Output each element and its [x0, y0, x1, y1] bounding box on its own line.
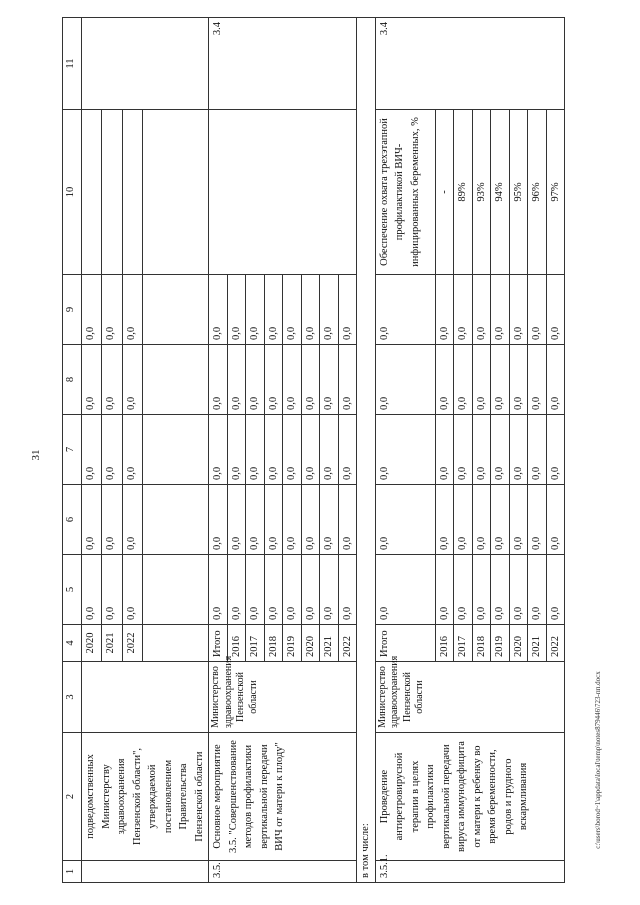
cell-year: 2016 — [435, 625, 454, 662]
cell-value: 0,0 — [82, 345, 102, 415]
cell-value: 0,0 — [227, 485, 246, 555]
cell-value: 0,0 — [301, 345, 320, 415]
cell-executor: Министерство здравоохранения Пензенской области — [375, 662, 565, 733]
cell-value: 0,0 — [375, 345, 435, 415]
cell-value: 0,0 — [283, 415, 302, 485]
cell-spacer — [143, 415, 209, 485]
cell-value: 0,0 — [82, 485, 102, 555]
cell-value: 0,0 — [102, 275, 122, 345]
table-row — [209, 18, 228, 883]
cell-value: 0,0 — [209, 485, 228, 555]
cell-value: 0,0 — [435, 345, 454, 415]
cell-year: 2016 — [227, 625, 246, 662]
cell-spacer — [143, 625, 209, 662]
cell-year: 2022 — [546, 625, 565, 662]
cell-num — [82, 861, 209, 883]
cell-spacer — [143, 485, 209, 555]
cell-value: 0,0 — [491, 485, 510, 555]
cell-value: 0,0 — [102, 345, 122, 415]
cell-value: 0,0 — [264, 485, 283, 555]
rotated-table-wrapper — [62, 18, 561, 883]
cell-value: 0,0 — [82, 415, 102, 485]
cell-value: 0,0 — [454, 485, 473, 555]
cell-value: 0,0 — [338, 415, 357, 485]
cell-value: 0,0 — [122, 275, 142, 345]
cell-value: 0,0 — [283, 555, 302, 625]
cell-value: 0,0 — [491, 345, 510, 415]
cell-year: 2022 — [122, 625, 142, 662]
cell-value: 0,0 — [246, 555, 265, 625]
cell-value: 0,0 — [454, 415, 473, 485]
cell-spacer — [143, 110, 209, 275]
cell-value: 0,0 — [122, 555, 142, 625]
cell-value: 0,0 — [454, 275, 473, 345]
cell-percent: 97% — [546, 110, 565, 275]
cell-value: 0,0 — [338, 275, 357, 345]
cell-value: 0,0 — [546, 485, 565, 555]
cell-year-total: Итого — [209, 625, 228, 662]
cell-value: 0,0 — [246, 345, 265, 415]
cell-year: 2017 — [454, 625, 473, 662]
cell-value: 0,0 — [546, 275, 565, 345]
cell-value: 0,0 — [472, 485, 491, 555]
cell-year: 2018 — [264, 625, 283, 662]
cell-value: 0,0 — [264, 555, 283, 625]
header-cell: 8 — [63, 345, 82, 415]
cell-year: 2022 — [338, 625, 357, 662]
cell-value: 0,0 — [491, 555, 510, 625]
cell-year: 2020 — [301, 625, 320, 662]
cell-value: 0,0 — [546, 345, 565, 415]
cell-value: 0,0 — [509, 415, 528, 485]
cell-value: 0,0 — [528, 275, 547, 345]
cell-indicator — [122, 110, 142, 275]
cell-value: 0,0 — [209, 275, 228, 345]
cell-value: 0,0 — [435, 415, 454, 485]
cell-percent: 89% — [454, 110, 473, 275]
cell-value: 0,0 — [122, 345, 142, 415]
cell-indicator: Обеспечение охвата трехэтапной профилактикой ВИЧ-инфицированных беременных, % — [375, 110, 435, 275]
cell-value: 0,0 — [375, 555, 435, 625]
cell-value: 0,0 — [82, 555, 102, 625]
cell-value: 0,0 — [509, 555, 528, 625]
cell-value: 0,0 — [509, 485, 528, 555]
cell-description: Основное мероприятие 3.5. "Совершенствование методов профилактики вертикальной передачи ВИЧ от матери к плоду" — [209, 733, 357, 861]
cell-value: 0,0 — [102, 485, 122, 555]
cell-indicator — [82, 110, 102, 275]
cell-value: 0,0 — [227, 555, 246, 625]
page-number: 31 — [30, 449, 42, 461]
header-cell: 4 — [63, 625, 82, 662]
cell-value: 0,0 — [509, 275, 528, 345]
cell-percent: 95% — [509, 110, 528, 275]
cell-value: 0,0 — [546, 555, 565, 625]
cell-value: 0,0 — [264, 275, 283, 345]
cell-percent: 94% — [491, 110, 510, 275]
table-row — [357, 18, 376, 883]
cell-value: 0,0 — [472, 275, 491, 345]
cell-value: 0,0 — [435, 275, 454, 345]
cell-value: 0,0 — [546, 415, 565, 485]
cell-year: 2017 — [246, 625, 265, 662]
header-cell: 5 — [63, 555, 82, 625]
cell-percent: 93% — [472, 110, 491, 275]
cell-value: 0,0 — [472, 415, 491, 485]
cell-value: 0,0 — [283, 345, 302, 415]
cell-value: 0,0 — [264, 345, 283, 415]
table-row — [82, 18, 102, 883]
cell-description: подведомственных Министерству здравоохранения Пензенской области", утверждаемой постановлением Правительства Пензенской области — [82, 733, 209, 861]
cell-value: 0,0 — [264, 415, 283, 485]
cell-value: 0,0 — [528, 555, 547, 625]
cell-value: 0,0 — [227, 275, 246, 345]
cell-description: Проведение антиретровирусной терапии в целях профилактики вертикальной передачи вируса иммунодефицита от матери к ребенку во время беременности, родов и грудного вскармливания — [375, 733, 565, 861]
cell-indicator — [102, 110, 122, 275]
cell-value: 0,0 — [454, 555, 473, 625]
header-cell: 3 — [63, 662, 82, 733]
cell-value: 0,0 — [454, 345, 473, 415]
cell-value: 0,0 — [338, 555, 357, 625]
program-table — [62, 17, 565, 883]
cell-value: 0,0 — [246, 485, 265, 555]
table-body — [63, 18, 565, 883]
cell-value: 0,0 — [320, 345, 339, 415]
cell-year: 2020 — [509, 625, 528, 662]
cell-value: 0,0 — [528, 345, 547, 415]
cell-value: 0,0 — [375, 485, 435, 555]
cell-value: 0,0 — [435, 555, 454, 625]
header-row — [63, 18, 82, 883]
cell-value: 0,0 — [122, 485, 142, 555]
cell-target — [82, 18, 209, 110]
cell-value: 0,0 — [283, 485, 302, 555]
cell-value: 0,0 — [227, 345, 246, 415]
cell-value: 0,0 — [528, 415, 547, 485]
cell-spacer — [143, 555, 209, 625]
cell-year: 2019 — [491, 625, 510, 662]
cell-value: 0,0 — [301, 485, 320, 555]
cell-value: 0,0 — [338, 485, 357, 555]
header-cell: 7 — [63, 415, 82, 485]
cell-value: 0,0 — [102, 415, 122, 485]
cell-value: 0,0 — [301, 555, 320, 625]
cell-num: 3.5. — [209, 861, 357, 883]
cell-year: 2018 — [472, 625, 491, 662]
cell-year-total: Итого — [375, 625, 435, 662]
cell-value: 0,0 — [82, 275, 102, 345]
cell-value: 0,0 — [209, 555, 228, 625]
cell-value: 0,0 — [528, 485, 547, 555]
cell-spacer — [143, 345, 209, 415]
cell-value: 0,0 — [320, 415, 339, 485]
cell-indicator — [209, 110, 357, 275]
table-row — [375, 18, 435, 883]
header-cell: 2 — [63, 733, 82, 861]
cell-value: 0,0 — [320, 485, 339, 555]
cell-year: 2020 — [82, 625, 102, 662]
cell-value: 0,0 — [301, 275, 320, 345]
cell-value: 0,0 — [472, 555, 491, 625]
cell-year: 2019 — [283, 625, 302, 662]
cell-value: 0,0 — [375, 415, 435, 485]
cell-executor — [82, 662, 209, 733]
header-cell: 1 — [63, 861, 82, 883]
cell-value: 0,0 — [246, 275, 265, 345]
cell-target: 3.4 — [375, 18, 565, 110]
cell-value: 0,0 — [320, 555, 339, 625]
cell-year: 2021 — [320, 625, 339, 662]
cell-value: 0,0 — [246, 415, 265, 485]
cell-value: 0,0 — [338, 345, 357, 415]
footer-path: c:\users\borod~1\appdata\local\temp\notes879446\723-пп.docx — [594, 671, 602, 849]
cell-executor: Министерство здравоохранения Пензенской области — [209, 662, 357, 733]
cell-spacer — [143, 275, 209, 345]
cell-value: 0,0 — [320, 275, 339, 345]
header-cell: 11 — [63, 18, 82, 110]
cell-value: 0,0 — [209, 415, 228, 485]
cell-percent: 96% — [528, 110, 547, 275]
cell-value: 0,0 — [435, 485, 454, 555]
cell-value: 0,0 — [209, 345, 228, 415]
cell-value: 0,0 — [227, 415, 246, 485]
cell-year: 2021 — [528, 625, 547, 662]
cell-value: 0,0 — [472, 345, 491, 415]
cell-target: 3.4 — [209, 18, 357, 110]
header-cell: 10 — [63, 110, 82, 275]
cell-value: 0,0 — [509, 345, 528, 415]
cell-value: 0,0 — [491, 275, 510, 345]
cell-year: 2021 — [102, 625, 122, 662]
cell-value: 0,0 — [102, 555, 122, 625]
including-label: в том числе: — [357, 18, 376, 883]
cell-num: 3.5.1. — [375, 861, 565, 883]
cell-value: 0,0 — [283, 275, 302, 345]
cell-value: 0,0 — [122, 415, 142, 485]
cell-value: 0,0 — [375, 275, 435, 345]
cell-percent: - — [435, 110, 454, 275]
cell-value: 0,0 — [301, 415, 320, 485]
cell-value: 0,0 — [491, 415, 510, 485]
header-cell: 6 — [63, 485, 82, 555]
header-cell: 9 — [63, 275, 82, 345]
